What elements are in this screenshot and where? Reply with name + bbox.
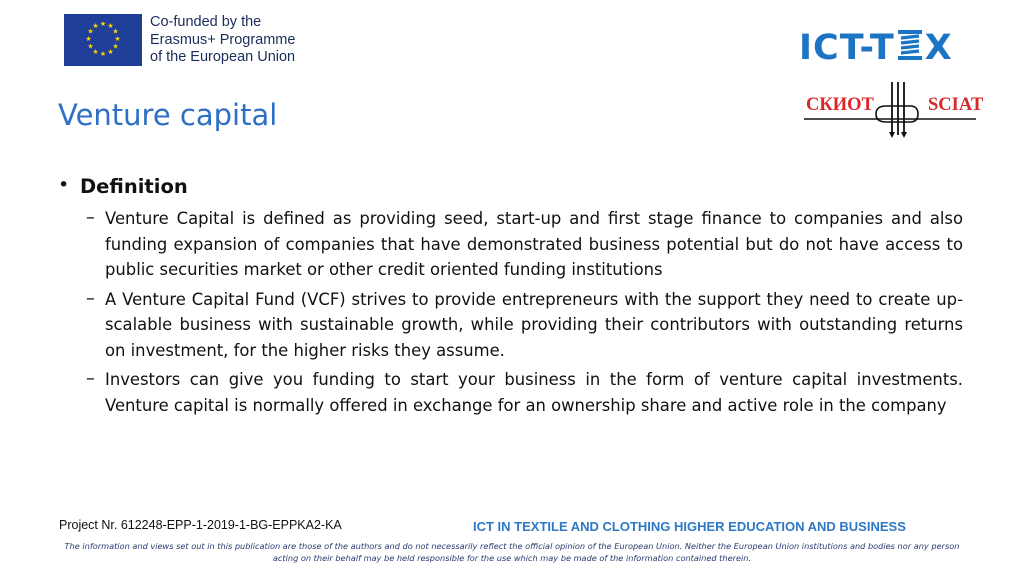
svg-text:★: ★ bbox=[112, 27, 119, 36]
bullet-dot-icon: • bbox=[58, 174, 70, 196]
svg-text:★: ★ bbox=[112, 42, 119, 51]
dash-icon: – bbox=[86, 208, 95, 228]
sub-item bbox=[58, 287, 968, 364]
svg-text:★: ★ bbox=[87, 42, 94, 51]
svg-text:★: ★ bbox=[92, 22, 99, 30]
sciat-logo bbox=[804, 80, 982, 140]
ict-logo-right: X bbox=[924, 28, 953, 68]
eu-cofunded-text bbox=[150, 14, 320, 67]
slide-title: Venture capital bbox=[58, 98, 278, 132]
slide-body bbox=[58, 172, 968, 418]
svg-text:★: ★ bbox=[99, 50, 107, 58]
sub-item-text: A Venture Capital Fund (VCF) strives to provide entrepreneurs with the support they need to create up-scalable business with sustainable growth, while providing their contributors with outstanding returns on investment, for the higher risks they assume. bbox=[105, 289, 963, 360]
project-number: Project Nr. 612248-EPP-1-2019-1-BG-EPPKA2-KA bbox=[59, 518, 342, 532]
eu-disclaimer: The information and views set out in this publication are those of the authors and do not necessarily reflect the official opinion of the European Union. Neither the European Union institutions and bodies nor any person acting on their behalf may be held responsible for the use which may be made of the information contained therein. bbox=[64, 541, 960, 563]
sub-item-text: Investors can give you funding to start your business in the form of venture capital investments. Venture capital is normally offered in exchange for an ownership share and active role in the company bbox=[105, 370, 963, 415]
sciat-logo-cyrillic: СКИОТ bbox=[806, 95, 874, 115]
dash-icon: – bbox=[86, 369, 95, 389]
footer-tagline: ICT IN TEXTILE AND CLOTHING HIGHER EDUCATION AND BUSINESS bbox=[473, 519, 906, 534]
svg-text:★: ★ bbox=[85, 35, 92, 43]
svg-text:★: ★ bbox=[107, 48, 114, 56]
bullet-definition bbox=[58, 172, 968, 202]
sub-item bbox=[58, 367, 968, 418]
eu-text-line-2: Erasmus+ Programme bbox=[150, 31, 296, 48]
svg-text:★: ★ bbox=[87, 27, 94, 36]
eu-text-line-1: Co-funded by the bbox=[150, 14, 262, 30]
dash-icon: – bbox=[86, 288, 95, 309]
svg-text:★: ★ bbox=[107, 22, 114, 30]
svg-text:★: ★ bbox=[114, 35, 121, 43]
ict-tex-logo bbox=[799, 28, 977, 66]
sub-item bbox=[58, 206, 968, 283]
sciat-logo-latin: SCIAT bbox=[928, 95, 984, 115]
svg-text:★: ★ bbox=[92, 48, 99, 56]
eu-text-line-3: of the European Union bbox=[150, 49, 296, 65]
eu-flag-icon bbox=[64, 14, 142, 66]
spool-icon bbox=[895, 28, 925, 62]
ict-logo-left: ICT-T bbox=[799, 28, 895, 68]
svg-text:★: ★ bbox=[99, 20, 107, 28]
sub-item-text: Venture Capital is defined as providing seed, start-up and first stage finance to companies and also funding expansion of companies that have demonstrated business potential but do not have access to public securities market or other credit oriented funding institutions bbox=[105, 209, 963, 279]
eu-cofunded-logo bbox=[64, 14, 310, 68]
bullet-heading: Definition bbox=[80, 175, 188, 198]
